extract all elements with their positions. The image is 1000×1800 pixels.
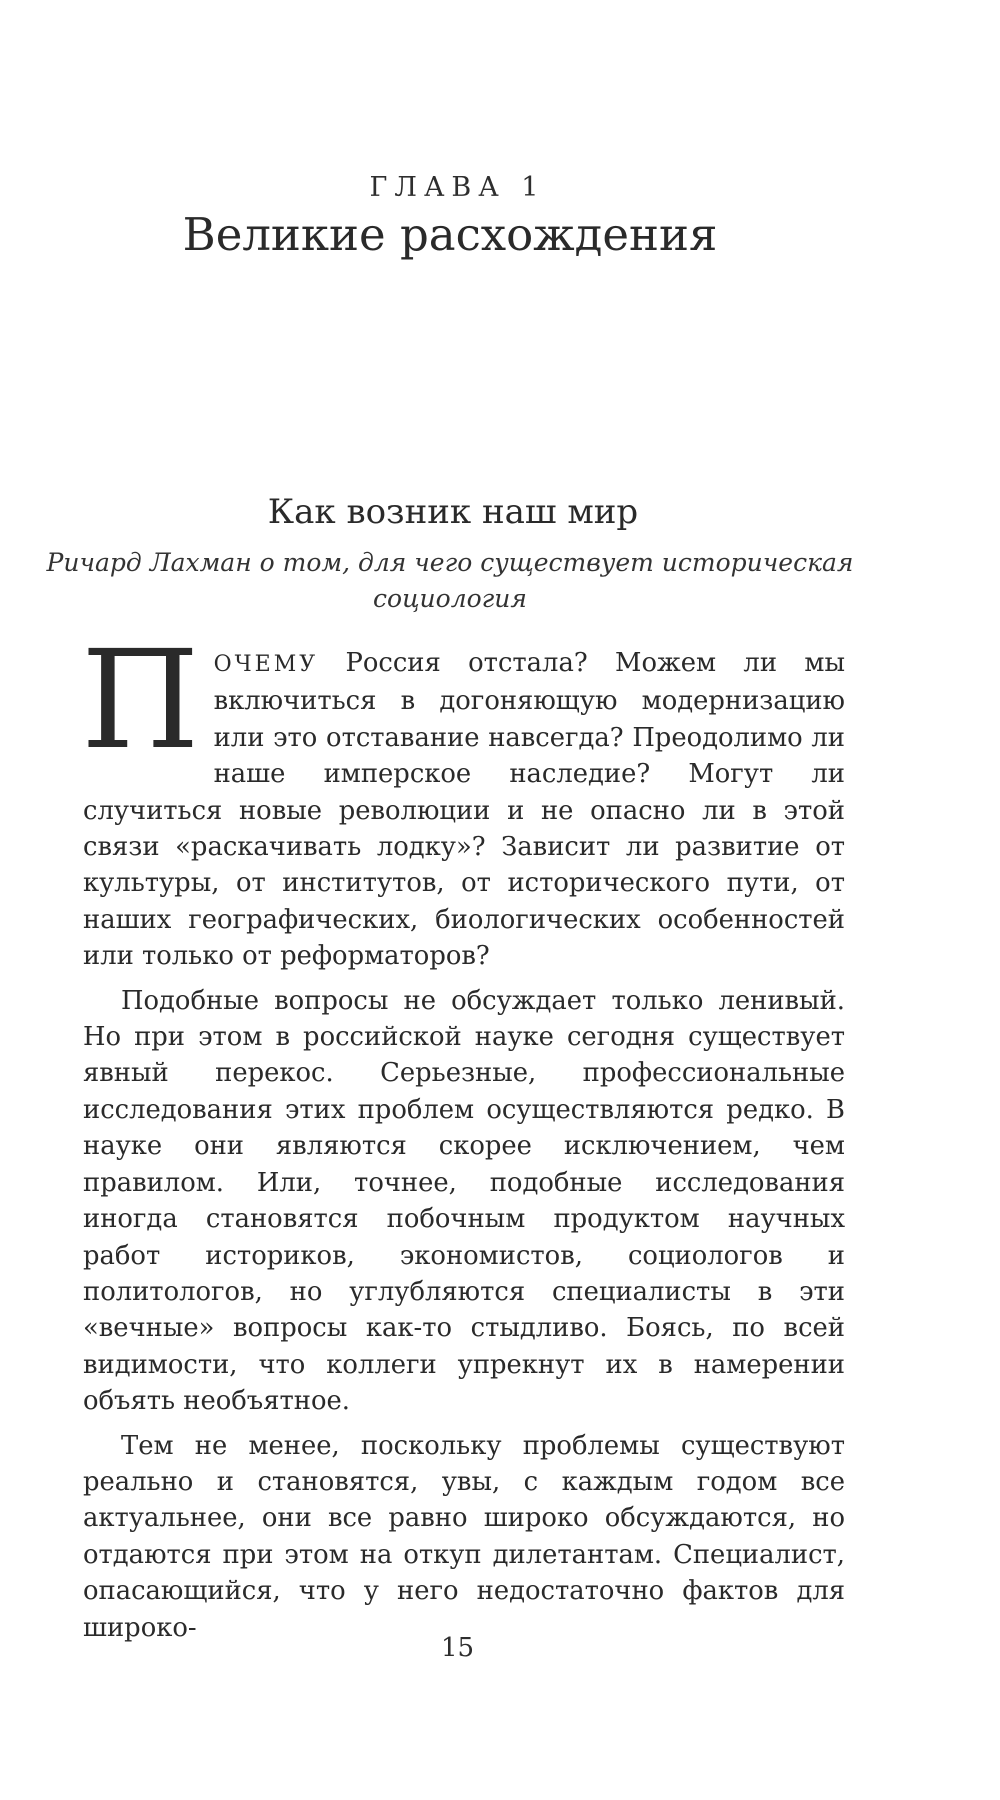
chapter-title: Великие расхождения: [182, 208, 718, 261]
body-text: [81, 622, 845, 1646]
section-subtitle: Ричард Лахман о том, для чего существует историческая социология: [46, 548, 854, 613]
paragraph-1-smallcaps: ОЧЕМУ: [213, 652, 319, 677]
section-title: Как возник наш мир: [267, 492, 639, 532]
chapter-label: ГЛАВА 1: [369, 172, 546, 203]
paragraph-3: Тем не менее, поскольку проблемы существуют реально и становятся, увы, с каждым годом все актуальнее, они все равно широко обсуждаются, но отдаются при этом на откуп дилетантам. Специалист, опасающийся, что у него недостаточно фактов для широко-: [83, 1430, 845, 1643]
paragraph-1-text: Россия отстала? Можем ли мы включиться в догоняющую модернизацию или это отставание навсегда? Преодолимо ли наше имперское наследие? Могут ли случиться новые революции и не опасно ли в этой связи «раскачивать лодку»? Зависит ли развитие от культуры, от институтов, от исторического пути, от наших географических, биологических особенностей или только от реформаторов?: [83, 648, 845, 972]
paragraph-1: [81, 622, 845, 975]
paragraph-2: Подобные вопросы не обсуждает только ленивый. Но при этом в российской науке сегодня существует явный перекос. Серьезные, профессиональные исследования этих проблем осуществляются редко. В науке они являются скорее исключением, чем правилом. Или, точнее, подобные исследования иногда становятся побочным продуктом научных работ историков, экономистов, социологов и политологов, но углубляются специалисты в эти «вечные» вопросы как-то стыдливо. Боясь, по всей видимости, что коллеги упрекнут их в намерении объять необъятное.: [83, 985, 845, 1417]
drop-cap: П: [81, 622, 200, 780]
page-number: 15: [440, 1633, 475, 1663]
